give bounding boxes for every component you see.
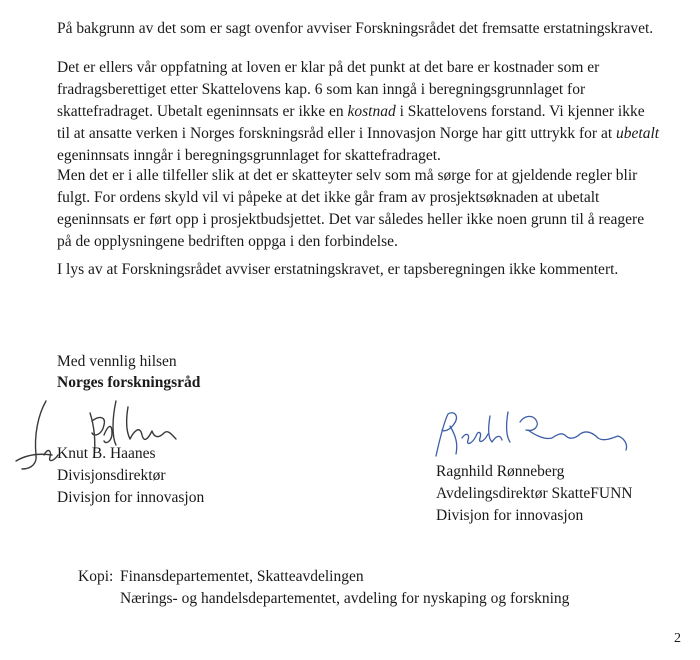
right-signature-strokes [436,412,627,456]
paragraph-line [57,101,682,123]
text-run: til at ansatte verken i Norges forskningsråd eller i Innovasjon Norge har gitt uttrykk for at [57,125,617,142]
right-signatory-name: Ragnhild Rønneberg [436,463,565,480]
paragraph-line: egeninnsats er ført opp i prosjektbudsjettet. Det var således heller ikke noen grunn til å reagere [57,211,645,228]
text-run: i Skattelovens forstand. Vi kjenner ikke [395,103,645,120]
copy-recipient: Nærings- og handelsdepartementet, avdeling for nyskaping og forskning [120,590,570,607]
left-signatory-name: Knut B. Haanes [57,445,156,462]
paragraph-line: fradragsberettiget etter Skattelovens kap. 6 som kan inngå i beregningsgrunnlaget for [57,81,586,98]
paragraph-line: på de opplysningene bedriften oppga i den forbindelse. [57,233,398,250]
left-signatory-division: Divisjon for innovasjon [57,489,205,506]
paragraph-line: Det er ellers vår oppfatning at loven er klar på det punkt at det bare er kostnader som er [57,59,600,76]
paragraph-line: egeninnsats inngår i beregningsgrunnlaget for skattefradraget. [57,147,441,164]
copies-label: Kopi: [78,568,114,585]
page-number: 2 [674,631,681,646]
closing-organization: Norges forskningsråd [57,374,201,391]
closing-greeting: Med vennlig hilsen [57,353,177,370]
paragraph-line: I lys av at Forskningsrådet avviser erstatningskravet, er tapsberegningen ikke kommentert. [57,261,619,278]
emphasis-kostnad: kostnad [347,103,396,120]
emphasis-ubetalt: ubetalt [616,125,660,142]
copy-recipient: Finansdepartementet, Skatteavdelingen [120,568,364,585]
paragraph-1 [57,18,682,40]
right-signatory-division: Divisjon for innovasjon [436,507,584,524]
paragraph-line [57,123,682,145]
right-signature-icon [428,408,638,466]
left-signatory-title: Divisjonsdirektør [57,467,166,484]
paragraph-3 [57,165,682,253]
copies-recipients [120,566,569,610]
paragraph-line: fulgt. For ordens skyld vil vi påpeke at det ikke går fram av prosjektsøknaden at ubetalt [57,189,600,206]
paragraph-4 [57,259,682,281]
right-signatory-title: Avdelingsdirektør SkatteFUNN [436,485,633,502]
paragraph-2 [57,57,682,167]
paragraph-line: Men det er i alle tilfeller slik at det er skatteyter selv som må sørge for at gjeldende regler blir [57,167,638,184]
paragraph-line: På bakgrunn av det som er sagt ovenfor avviser Forskningsrådet det fremsatte erstatningskravet. [57,20,654,37]
text-run: skattefradraget. Ubetalt egeninnsats er ikke en [57,103,348,120]
